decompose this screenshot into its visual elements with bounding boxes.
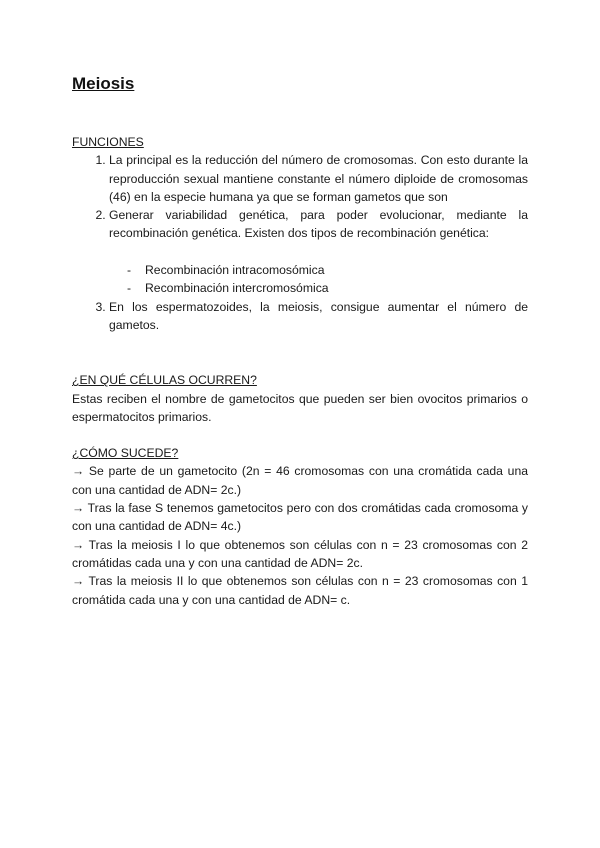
heading-celulas: ¿EN QUÉ CÉLULAS OCURREN?	[72, 373, 257, 388]
blank-line	[109, 243, 528, 261]
document-body	[72, 133, 528, 609]
dash-bullet: -	[127, 263, 132, 278]
funciones-item	[109, 151, 528, 206]
como-step: → Tras la meiosis II lo que obtenemos son células con n = 23 cromosomas con 1 cromátida cada una y con una cantidad de ADN= c.	[72, 574, 528, 607]
recombination-type-text: Recombinación intracomosómica	[145, 263, 325, 278]
recombination-type-item	[109, 279, 528, 297]
celulas-text: Estas reciben el nombre de gametocitos que pueden ser bien ovocitos primarios o espermatocitos primarios.	[72, 391, 528, 424]
funciones-item-text: 2. Generar variabilidad genética, para poder evolucionar, mediante la recombinación genética. Existen dos tipos de recombinación genética:	[109, 208, 528, 241]
dash-bullet: -	[127, 281, 132, 296]
heading-como: ¿CÓMO SUCEDE?	[72, 446, 179, 461]
document-title: Meiosis	[72, 74, 135, 93]
como-step: → Se parte de un gametocito (2n = 46 cromosomas con una cromátida cada una con una cantidad de ADN= 2c.)	[72, 464, 528, 497]
como-step: → Tras la meiosis I lo que obtenemos son células con n = 23 cromosomas con 2 cromátidas cada una y con una cantidad de ADN= 2c.	[72, 537, 528, 570]
funciones-item	[109, 298, 528, 335]
section-como	[72, 444, 528, 609]
funciones-item-text: 1. La principal es la reducción del número de cromosomas. Con esto durante la reproducción sexual mantiene constante el número diploide de cromosomas (46) en la especie humana ya que se forman gametos que son	[109, 153, 528, 204]
como-step: → Tras la fase S tenemos gametocitos pero con dos cromátidas cada cromosoma y con una cantidad de ADN= 4c.)	[72, 501, 528, 534]
section-celulas	[72, 371, 528, 426]
recombination-type-item	[109, 261, 528, 279]
recombination-type-text: Recombinación intercromosómica	[145, 281, 329, 296]
heading-funciones: FUNCIONES	[72, 135, 144, 149]
funciones-list	[72, 151, 528, 334]
section-funciones	[72, 133, 528, 334]
spacer	[72, 426, 528, 444]
spacer	[72, 334, 528, 371]
funciones-item	[109, 206, 528, 297]
funciones-item-text: 3. En los espermatozoides, la meiosis, consigue aumentar el número de gametos.	[109, 299, 528, 332]
recombination-types-list	[109, 261, 528, 298]
